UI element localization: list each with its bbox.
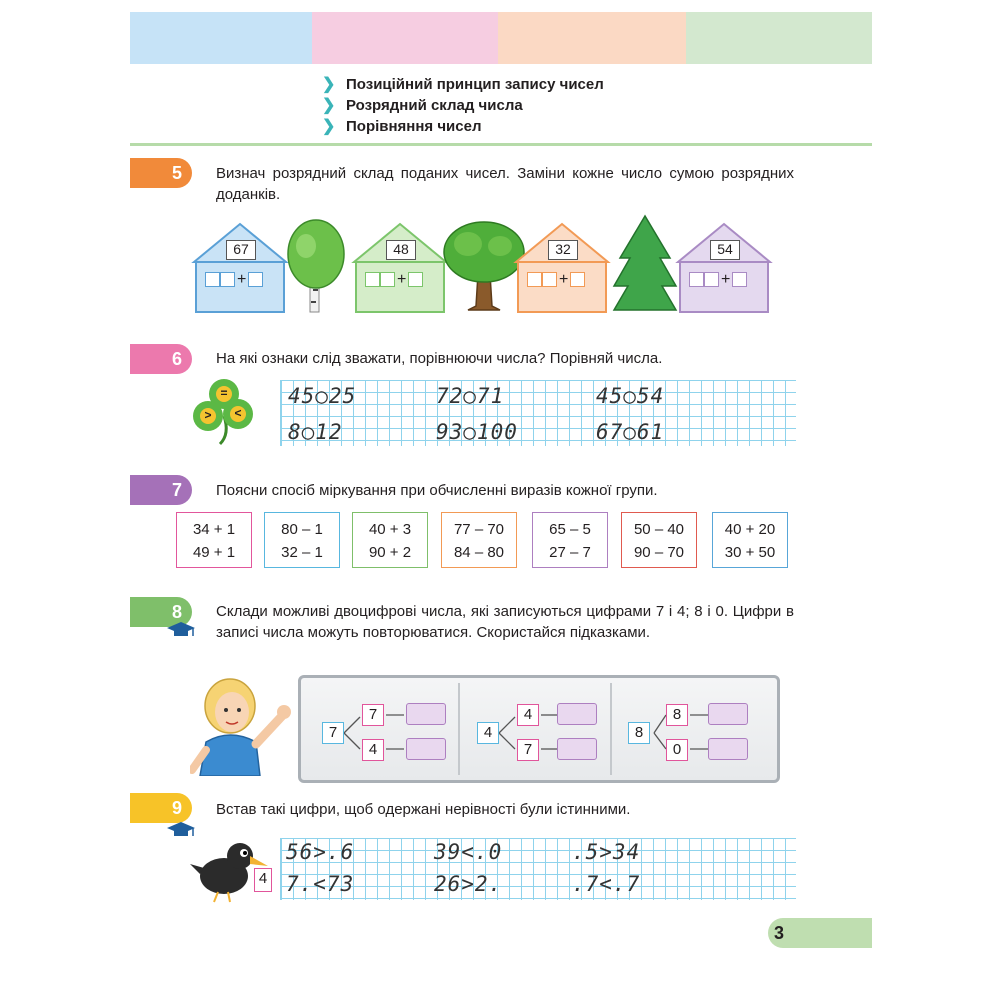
answer-box[interactable] xyxy=(406,703,446,725)
expression-group xyxy=(621,512,697,568)
answer-slot xyxy=(704,272,719,287)
plus-sign: + xyxy=(559,271,569,288)
squared-grid xyxy=(280,380,796,446)
topic-item xyxy=(322,95,523,115)
house-card xyxy=(512,222,612,314)
answer-slot xyxy=(220,272,235,287)
greater-sign: > xyxy=(204,408,212,422)
expression: 40 + 20 xyxy=(724,521,776,538)
top-color-bar-orange xyxy=(498,12,686,64)
expression-group xyxy=(712,512,788,568)
digit-slots xyxy=(689,272,747,287)
comparison-item[interactable]: 45○25 xyxy=(288,384,357,408)
root-digit-box: 7 xyxy=(322,722,344,744)
house-card xyxy=(350,222,450,314)
expression: 40 + 3 xyxy=(368,521,412,538)
plus-sign: + xyxy=(397,271,407,288)
expression-group xyxy=(176,512,252,568)
house-card xyxy=(190,222,290,314)
inequality-item[interactable]: 39<.0 xyxy=(434,840,503,864)
task-number-badge: 9 xyxy=(130,793,192,823)
comparison-item[interactable]: 45○54 xyxy=(596,384,665,408)
answer-box[interactable] xyxy=(708,738,748,760)
task-text: На які ознаки слід зважати, порівнюючи числа? Порівняй числа. xyxy=(216,350,663,367)
expression: 84 – 80 xyxy=(453,544,505,561)
task-number-badge: 8 xyxy=(130,597,192,627)
topic-item xyxy=(322,74,604,94)
expression: 32 – 1 xyxy=(281,544,323,561)
comparison-item[interactable]: 67○61 xyxy=(596,420,665,444)
expression: 77 – 70 xyxy=(453,521,505,538)
answer-box[interactable] xyxy=(557,738,597,760)
expression: 65 – 5 xyxy=(549,521,591,538)
house-number: 54 xyxy=(710,240,740,260)
digit-card: 4 xyxy=(254,868,272,892)
answer-slot xyxy=(732,272,747,287)
expression-group xyxy=(352,512,428,568)
equals-sign: = xyxy=(220,386,228,400)
girl-illustration-icon xyxy=(190,672,296,776)
expression: 49 + 1 xyxy=(192,544,236,561)
inequality-item[interactable]: 7.<73 xyxy=(286,872,355,896)
birch-tree-icon xyxy=(284,214,348,314)
first-digit-box: 0 xyxy=(666,739,688,761)
first-digit-box: 7 xyxy=(517,739,539,761)
comparison-item[interactable]: 8○12 xyxy=(288,420,343,444)
inequality-item[interactable]: 56>.6 xyxy=(286,840,355,864)
digit-slots xyxy=(205,272,263,287)
top-color-bar-green xyxy=(686,12,872,64)
topic-label: Позиційний принцип запису чисел xyxy=(346,75,604,93)
answer-slot xyxy=(527,272,542,287)
house-icon xyxy=(190,222,290,314)
chevron-right-icon: ❯ xyxy=(322,97,336,114)
top-color-bar-blue xyxy=(130,12,312,64)
house-icon xyxy=(674,222,774,314)
inequality-item[interactable]: 26>2. xyxy=(434,872,503,896)
answer-slot xyxy=(542,272,557,287)
comparison-item[interactable]: 93○100 xyxy=(436,420,518,444)
answer-slot xyxy=(570,272,585,287)
answer-slot xyxy=(205,272,220,287)
task-text: Встав такі цифри, щоб одержані нерівності були істинними. xyxy=(216,801,631,818)
inequality-item[interactable]: .7<.7 xyxy=(572,872,641,896)
answer-box[interactable] xyxy=(708,703,748,725)
topic-label: Порівняння чисел xyxy=(346,117,482,135)
answer-slot xyxy=(365,272,380,287)
first-digit-box: 7 xyxy=(362,704,384,726)
task-number-badge: 5 xyxy=(130,158,192,188)
topic-label: Розрядний склад числа xyxy=(346,96,523,114)
expression-group xyxy=(532,512,608,568)
answer-slot xyxy=(248,272,263,287)
first-digit-box: 4 xyxy=(517,704,539,726)
header-divider xyxy=(130,143,872,146)
graduation-cap-icon xyxy=(166,620,196,640)
comparison-item[interactable]: 72○71 xyxy=(436,384,505,408)
expression: 80 – 1 xyxy=(281,521,323,538)
topic-item xyxy=(322,116,482,136)
task-text: Визнач розрядний склад поданих чисел. Заміни кожне число сумою розрядних доданків. xyxy=(216,165,794,203)
first-digit-box: 4 xyxy=(362,739,384,761)
chevron-right-icon: ❯ xyxy=(322,76,336,93)
expression: 30 + 50 xyxy=(724,544,776,561)
root-digit-box: 4 xyxy=(477,722,499,744)
plus-sign: + xyxy=(237,271,247,288)
expression: 34 + 1 xyxy=(192,521,236,538)
answer-slot xyxy=(689,272,704,287)
digit-slots xyxy=(365,272,423,287)
answer-box[interactable] xyxy=(406,738,446,760)
house-number: 67 xyxy=(226,240,256,260)
house-icon xyxy=(512,222,612,314)
plus-sign: + xyxy=(721,271,731,288)
task-text: Склади можливі двоцифрові числа, які записуються цифрами 7 і 4; 8 і 0. Цифри в записі числа можуть повторюватися. Скористайся підказками. xyxy=(216,603,794,641)
house-card xyxy=(674,222,774,314)
task-number-badge: 6 xyxy=(130,344,192,374)
expression: 27 – 7 xyxy=(549,544,591,561)
task-text: Поясни спосіб міркування при обчисленні виразів кожної групи. xyxy=(216,482,658,499)
page-number: 3 xyxy=(774,923,785,943)
first-digit-box: 8 xyxy=(666,704,688,726)
expression: 50 – 40 xyxy=(633,521,685,538)
house-number: 32 xyxy=(548,240,578,260)
digit-slots xyxy=(527,272,585,287)
tree-diagram-lines xyxy=(298,675,780,783)
task-number-badge: 7 xyxy=(130,475,192,505)
top-color-bar-pink xyxy=(312,12,498,64)
expression-group xyxy=(441,512,517,568)
expression: 90 – 70 xyxy=(633,544,685,561)
expression: 90 + 2 xyxy=(368,544,412,561)
house-number: 48 xyxy=(386,240,416,260)
fir-tree-icon xyxy=(612,214,678,314)
less-sign: < xyxy=(234,406,242,420)
answer-slot xyxy=(380,272,395,287)
squared-grid xyxy=(280,838,796,900)
expression-group xyxy=(264,512,340,568)
chevron-right-icon: ❯ xyxy=(322,118,336,135)
answer-slot xyxy=(408,272,423,287)
root-digit-box: 8 xyxy=(628,722,650,744)
inequality-item[interactable]: .5>34 xyxy=(572,840,641,864)
answer-box[interactable] xyxy=(557,703,597,725)
house-icon xyxy=(350,222,450,314)
